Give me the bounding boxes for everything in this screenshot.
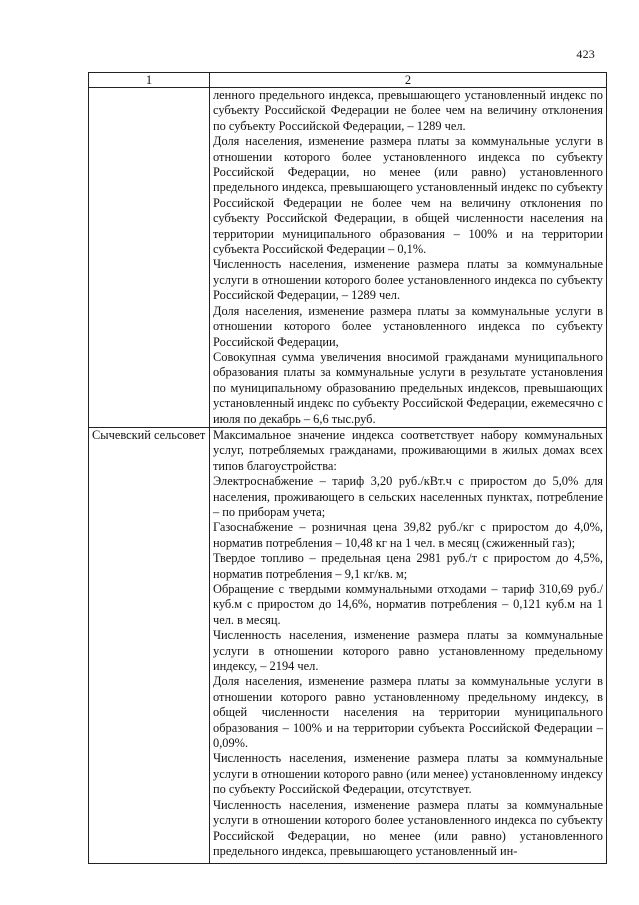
table-header-row	[89, 73, 607, 88]
paragraph: Доля населения, изменение размера платы за коммунальные услуги в отношении которого более установленного индекса по субъекту Российской Федерации, но менее (или равно) установленного предельного индекса, превышающего установленный индекс по субъекту Российской Федерации не более чем на величину отклонения по субъекту Российской Федерации, в общей численности населения на территории муниципального образования – 100% и на территории субъекта Российской Федерации – 0,1%.	[213, 134, 603, 257]
paragraph: Совокупная сумма увеличения вносимой гражданами муниципального образования платы за коммунальные услуги в результате установления по муниципальному образованию предельных индексов, превышающих установленный индекс по субъекту Российской Федерации, ежемесячно с июля по декабрь – 6,6 тыс.руб.	[213, 349, 604, 426]
municipality-name-cell	[89, 88, 210, 428]
paragraph: Доля населения, изменение размера платы за коммунальные услуги в отношении которого более установленного индекса по субъекту Российской Федерации,	[213, 303, 603, 349]
paragraph: Численность населения, изменение размера платы за коммунальные услуги в отношении которого более установленного индекса по субъекту Российской Федерации, – 1289 чел.	[213, 257, 603, 303]
paragraph: Численность населения, изменение размера платы за коммунальные услуги в отношении которого равно установленному предельному индексу, – 2194 чел.	[213, 628, 603, 674]
table-row	[89, 88, 607, 428]
paragraph: ленного предельного индекса, превышающего установленный индекс по субъекту Российской Федерации не более чем на величину отклонения по субъекту Российской Федерации, – 1289 чел.	[213, 88, 603, 133]
column-header-2: 2	[210, 73, 607, 88]
paragraph: Доля населения, изменение размера платы за коммунальные услуги в отношении которого равно установленному предельному индексу, в общей численности населения на территории муниципального образования – 100% и на территории субъекта Российской Федерации – 0,09%.	[213, 674, 603, 751]
municipality-name-cell: Сычевский сельсовет	[89, 427, 210, 863]
paragraph: Твердое топливо – предельная цена 2981 руб./т с приростом до 4,5%, норматив потребления – 9,1 кг/кв. м;	[213, 551, 603, 581]
paragraph: Обращение с твердыми коммунальными отходами – тариф 310,69 руб./куб.м с приростом до 14,6%, норматив потребления – 0,121 куб.м на 1 чел. в месяц.	[213, 582, 603, 627]
description-cell	[210, 427, 607, 863]
data-table	[88, 72, 607, 864]
paragraph: Максимальное значение индекса соответствует набору коммунальных услуг, потребляемых гражданами, проживающими в жилых домах всех типов благоустройства:	[213, 427, 603, 473]
paragraph: Газоснабжение – розничная цена 39,82 руб./кг с приростом до 4,0%, норматив потребления – 10,48 кг на 1 чел. в месяц (сжиженный газ);	[213, 520, 603, 550]
page-number: 423	[576, 47, 595, 61]
description-cell	[210, 88, 607, 428]
table-row	[89, 427, 607, 863]
paragraph: Электроснабжение – тариф 3,20 руб./кВт.ч с приростом до 5,0% для населения, проживающего в сельских населенных пунктах, потребление – по приборам учета;	[213, 474, 603, 519]
paragraph: Численность населения, изменение размера платы за коммунальные услуги в отношении которого равно (или менее) установленному индексу по субъекту Российской Федерации, отсутствует.	[213, 751, 603, 797]
column-header-1: 1	[89, 73, 210, 88]
paragraph: Численность населения, изменение размера платы за коммунальные услуги в отношении которого более установленного индекса по субъекту Российской Федерации, но менее (или равно) установленного предельного индекса, превышающего установленный ин-	[213, 797, 603, 858]
